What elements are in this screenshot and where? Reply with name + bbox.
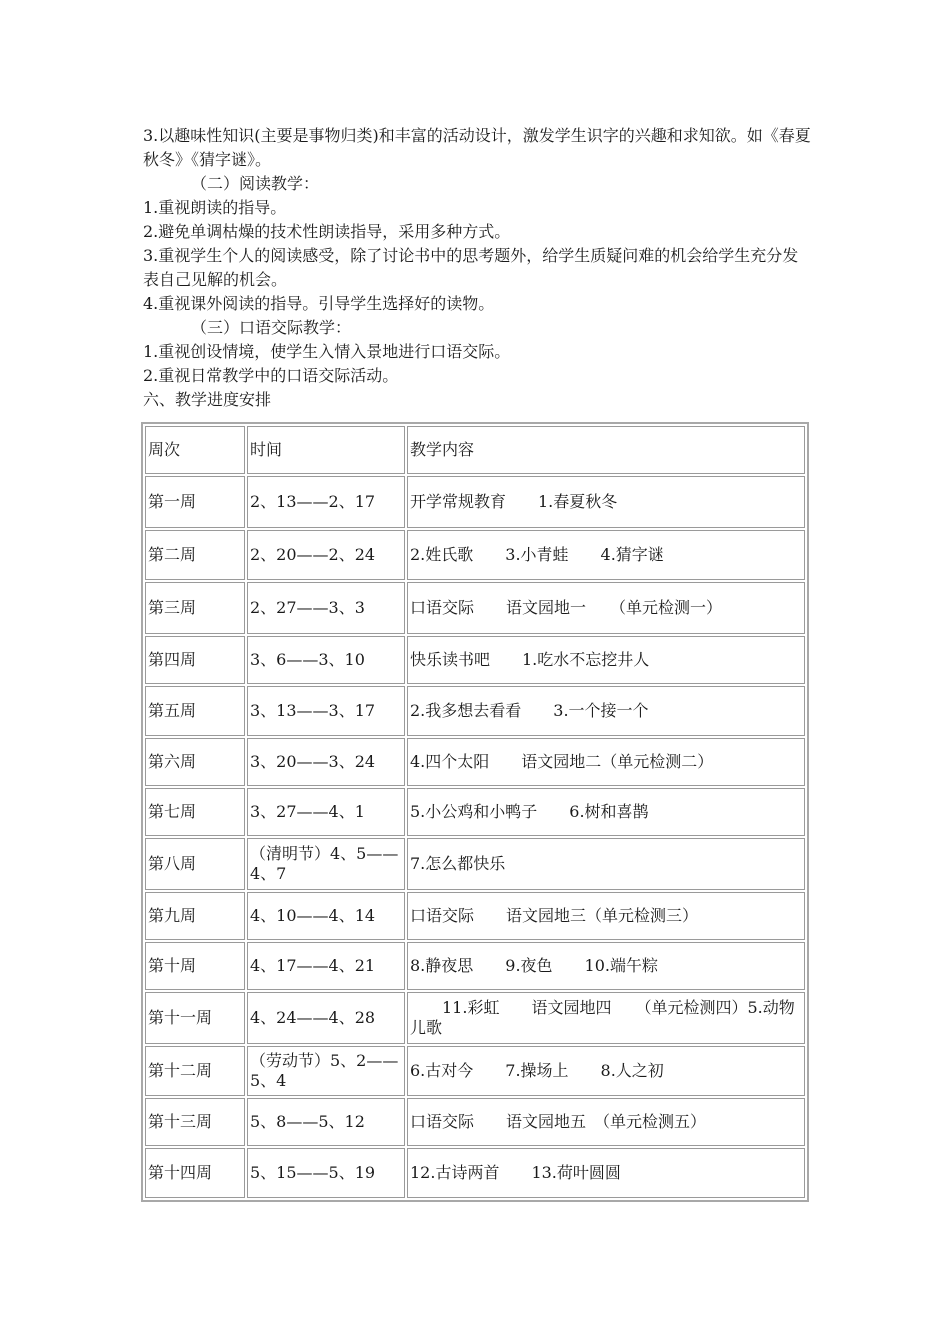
- table-row: [145, 636, 805, 684]
- cell-week: 第四周: [145, 636, 245, 684]
- cell-week: 第一周: [145, 476, 245, 528]
- cell-time: 5、8——5、12: [247, 1098, 405, 1146]
- cell-week: 第六周: [145, 738, 245, 786]
- cell-week: 第十周: [145, 942, 245, 990]
- table-row: [145, 992, 805, 1044]
- paragraph: 2.避免单调枯燥的技术性朗读指导，采用多种方式。: [143, 222, 511, 241]
- paragraph: 1.重视朗读的指导。: [143, 198, 287, 217]
- cell-time: （清明节）4、5——4、7: [247, 838, 405, 890]
- cell-week: 第五周: [145, 686, 245, 736]
- cell-week: 第三周: [145, 582, 245, 634]
- cell-content: 12.古诗两首 13.荷叶圆圆: [407, 1148, 805, 1198]
- section-title: 六、教学进度安排: [143, 390, 272, 409]
- cell-content: 2.我多想去看看 3.一个接一个: [407, 686, 805, 736]
- cell-time: 4、17——4、21: [247, 942, 405, 990]
- table-row: [145, 1148, 805, 1198]
- cell-week: 第二周: [145, 530, 245, 580]
- table-row: [145, 942, 805, 990]
- schedule-table: [141, 422, 809, 1202]
- cell-time: 3、6——3、10: [247, 636, 405, 684]
- document-body: [143, 124, 813, 412]
- schedule-body: [145, 476, 805, 1198]
- table-row: [145, 788, 805, 836]
- cell-content: 4.四个太阳 语文园地二（单元检测二）: [407, 738, 805, 786]
- cell-time: 5、15——5、19: [247, 1148, 405, 1198]
- cell-content: 6.古对今 7.操场上 8.人之初: [407, 1046, 805, 1096]
- cell-week: 第十二周: [145, 1046, 245, 1096]
- paragraph: 3.重视学生个人的阅读感受，除了讨论书中的思考题外，给学生质疑问难的机会给学生充分发表自己见解的机会。: [143, 246, 799, 289]
- cell-content: 5.小公鸡和小鸭子 6.树和喜鹊: [407, 788, 805, 836]
- paragraph-list: [143, 124, 813, 388]
- table-row: [145, 838, 805, 890]
- cell-time: 2、20——2、24: [247, 530, 405, 580]
- cell-week: 第九周: [145, 892, 245, 940]
- cell-content: 8.静夜思 9.夜色 10.端午粽: [407, 942, 805, 990]
- paragraph: （二）阅读教学：: [191, 174, 320, 193]
- cell-content: 口语交际 语文园地一 （单元检测一）: [407, 582, 805, 634]
- cell-time: 4、10——4、14: [247, 892, 405, 940]
- paragraph: 2.重视日常教学中的口语交际活动。: [143, 366, 399, 385]
- cell-week: 第十一周: [145, 992, 245, 1044]
- header-week: 周次: [145, 426, 245, 474]
- cell-time: 4、24——4、28: [247, 992, 405, 1044]
- paragraph: （三）口语交际教学：: [191, 318, 352, 337]
- cell-week: 第十四周: [145, 1148, 245, 1198]
- cell-week: 第七周: [145, 788, 245, 836]
- table-row: [145, 686, 805, 736]
- header-content: 教学内容: [407, 426, 805, 474]
- cell-time: 2、27——3、3: [247, 582, 405, 634]
- cell-week: 第十三周: [145, 1098, 245, 1146]
- cell-time: 3、27——4、1: [247, 788, 405, 836]
- cell-content: 开学常规教育 1.春夏秋冬: [407, 476, 805, 528]
- cell-content: 11.彩虹 语文园地四 （单元检测四）5.动物儿歌: [407, 992, 805, 1044]
- table-row: [145, 738, 805, 786]
- cell-content: 口语交际 语文园地五 （单元检测五）: [407, 1098, 805, 1146]
- paragraph: 4.重视课外阅读的指导。引导学生选择好的读物。: [143, 294, 495, 313]
- table-row: [145, 1098, 805, 1146]
- table-row: [145, 530, 805, 580]
- cell-content: 快乐读书吧 1.吃水不忘挖井人: [407, 636, 805, 684]
- table-row: [145, 582, 805, 634]
- table-row: [145, 892, 805, 940]
- header-time: 时间: [247, 426, 405, 474]
- cell-week: 第八周: [145, 838, 245, 890]
- cell-content: 7.怎么都快乐: [407, 838, 805, 890]
- cell-time: 3、20——3、24: [247, 738, 405, 786]
- cell-time: 3、13——3、17: [247, 686, 405, 736]
- cell-time: 2、13——2、17: [247, 476, 405, 528]
- paragraph: 1.重视创设情境，使学生入情入景地进行口语交际。: [143, 342, 511, 361]
- cell-content: 2.姓氏歌 3.小青蛙 4.猜字谜: [407, 530, 805, 580]
- table-row: [145, 1046, 805, 1096]
- table-header-row: [145, 426, 805, 474]
- cell-content: 口语交际 语文园地三（单元检测三）: [407, 892, 805, 940]
- cell-time: （劳动节）5、2——5、4: [247, 1046, 405, 1096]
- table-row: [145, 476, 805, 528]
- paragraph: 3.以趣味性知识(主要是事物归类)和丰富的活动设计，激发学生识字的兴趣和求知欲。如《春夏秋冬》《猜字谜》。: [143, 126, 811, 169]
